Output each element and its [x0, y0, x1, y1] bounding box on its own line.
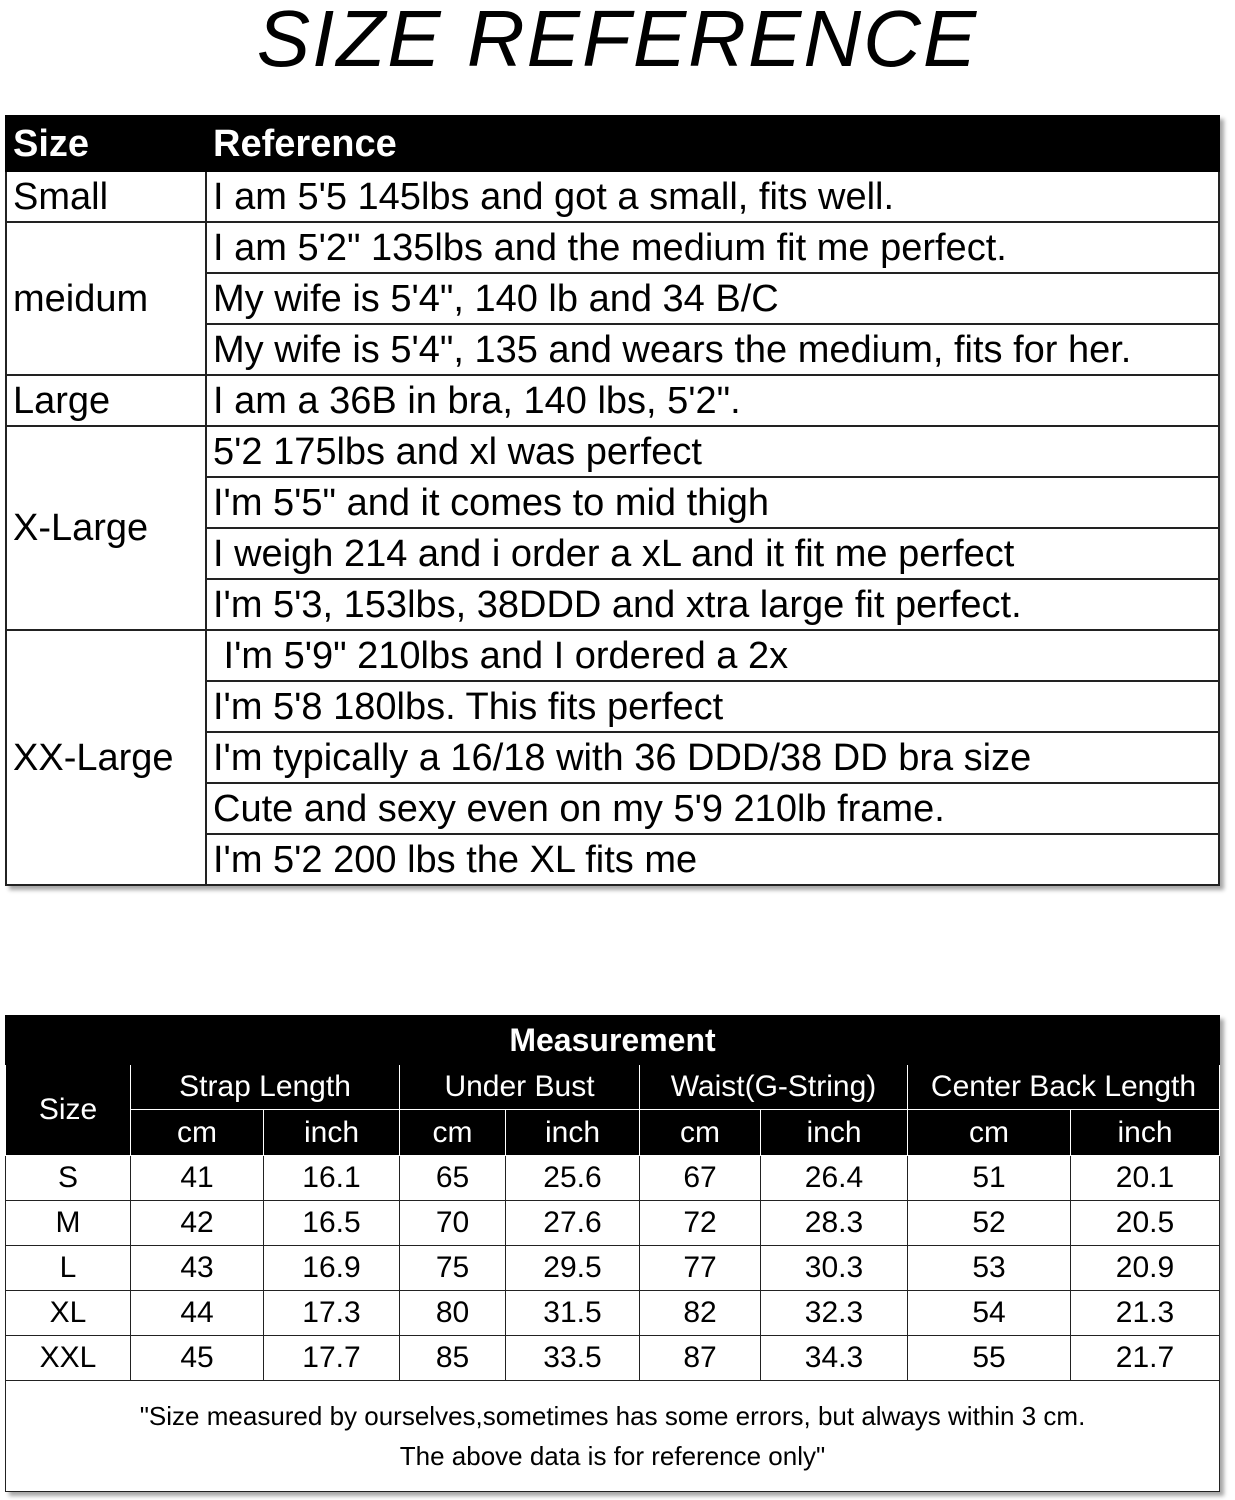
table-row — [6, 1246, 1220, 1291]
value-cell: 29.5 — [506, 1246, 640, 1291]
value-cell: 72 — [640, 1201, 761, 1246]
value-cell: 44 — [131, 1291, 264, 1336]
value-cell: 82 — [640, 1291, 761, 1336]
value-cell: 16.5 — [264, 1201, 400, 1246]
value-cell: 65 — [400, 1156, 506, 1201]
reference-cell: My wife is 5'4", 135 and wears the medium, fits for her. — [206, 324, 1219, 375]
value-cell: 20.5 — [1071, 1201, 1220, 1246]
size-cell: Small — [6, 171, 206, 222]
unit-header: cm — [908, 1110, 1071, 1156]
value-cell: 41 — [131, 1156, 264, 1201]
value-cell: 34.3 — [761, 1336, 908, 1381]
reference-cell: Cute and sexy even on my 5'9 210lb frame. — [206, 783, 1219, 834]
header-row — [6, 116, 1219, 171]
value-cell: 26.4 — [761, 1156, 908, 1201]
reference-cell: I'm 5'8 180lbs. This fits perfect — [206, 681, 1219, 732]
value-cell: 52 — [908, 1201, 1071, 1246]
value-cell: 75 — [400, 1246, 506, 1291]
value-cell: 16.1 — [264, 1156, 400, 1201]
reference-cell: My wife is 5'4", 140 lb and 34 B/C — [206, 273, 1219, 324]
value-cell: 21.7 — [1071, 1336, 1220, 1381]
reference-cell: I am a 36B in bra, 140 lbs, 5'2". — [206, 375, 1219, 426]
table-row — [6, 630, 1219, 681]
size-cell: Large — [6, 375, 206, 426]
table-row — [6, 222, 1219, 273]
value-cell: 70 — [400, 1201, 506, 1246]
table-row — [6, 1201, 1220, 1246]
unit-header: inch — [761, 1110, 908, 1156]
value-cell: 17.3 — [264, 1291, 400, 1336]
size-cell: XL — [6, 1291, 131, 1336]
table-row — [6, 375, 1219, 426]
size-cell: meidum — [6, 222, 206, 375]
unit-header: cm — [640, 1110, 761, 1156]
value-cell: 32.3 — [761, 1291, 908, 1336]
value-cell: 33.5 — [506, 1336, 640, 1381]
reference-cell: I am 5'2" 135lbs and the medium fit me perfect. — [206, 222, 1219, 273]
table-row — [6, 1156, 1220, 1201]
value-cell: 20.9 — [1071, 1246, 1220, 1291]
reference-cell: 5'2 175lbs and xl was perfect — [206, 426, 1219, 477]
value-cell: 51 — [908, 1156, 1071, 1201]
table-row — [6, 1336, 1220, 1381]
value-cell: 45 — [131, 1336, 264, 1381]
reference-header: Reference — [206, 116, 1219, 171]
measurement-title-row — [6, 1016, 1220, 1065]
table-row — [6, 171, 1219, 222]
value-cell: 80 — [400, 1291, 506, 1336]
size-reference-table — [5, 115, 1220, 886]
size-column-header: Size — [6, 1065, 131, 1156]
value-cell: 53 — [908, 1246, 1071, 1291]
value-cell: 43 — [131, 1246, 264, 1291]
note-row — [6, 1381, 1220, 1492]
size-cell: X-Large — [6, 426, 206, 630]
reference-cell: I weigh 214 and i order a xL and it fit me perfect — [206, 528, 1219, 579]
value-cell: 77 — [640, 1246, 761, 1291]
value-cell: 16.9 — [264, 1246, 400, 1291]
value-cell: 55 — [908, 1336, 1071, 1381]
size-cell: XX-Large — [6, 630, 206, 885]
value-cell: 42 — [131, 1201, 264, 1246]
size-cell: XXL — [6, 1336, 131, 1381]
reference-cell: I'm 5'2 200 lbs the XL fits me — [206, 834, 1219, 885]
reference-cell: I'm 5'3, 153lbs, 38DDD and xtra large fit perfect. — [206, 579, 1219, 630]
group-header-row — [6, 1065, 1220, 1110]
value-cell: 21.3 — [1071, 1291, 1220, 1336]
value-cell: 27.6 — [506, 1201, 640, 1246]
value-cell: 20.1 — [1071, 1156, 1220, 1201]
measurement-table — [5, 1015, 1220, 1492]
center-back-length-header: Center Back Length — [908, 1065, 1220, 1110]
unit-header: cm — [131, 1110, 264, 1156]
unit-header-row — [6, 1110, 1220, 1156]
waist-header: Waist(G-String) — [640, 1065, 908, 1110]
reference-cell: I'm 5'5" and it comes to mid thigh — [206, 477, 1219, 528]
value-cell: 31.5 — [506, 1291, 640, 1336]
size-cell: M — [6, 1201, 131, 1246]
value-cell: 17.7 — [264, 1336, 400, 1381]
value-cell: 30.3 — [761, 1246, 908, 1291]
value-cell: 25.6 — [506, 1156, 640, 1201]
value-cell: 67 — [640, 1156, 761, 1201]
unit-header: cm — [400, 1110, 506, 1156]
note-line: The above data is for reference only" — [399, 1441, 826, 1471]
measurement-title: Measurement — [6, 1016, 1220, 1065]
reference-cell: I am 5'5 145lbs and got a small, fits well. — [206, 171, 1219, 222]
note-line: "Size measured by ourselves,sometimes has some errors, but always within 3 cm. — [139, 1401, 1086, 1431]
page-title: SIZE REFERENCE — [256, 0, 979, 83]
value-cell: 28.3 — [761, 1201, 908, 1246]
reference-cell: I'm 5'9" 210lbs and I ordered a 2x — [206, 630, 1219, 681]
strap-length-header: Strap Length — [131, 1065, 400, 1110]
size-cell: L — [6, 1246, 131, 1291]
table-row — [6, 426, 1219, 477]
value-cell: 85 — [400, 1336, 506, 1381]
size-cell: S — [6, 1156, 131, 1201]
reference-cell: I'm typically a 16/18 with 36 DDD/38 DD bra size — [206, 732, 1219, 783]
unit-header: inch — [264, 1110, 400, 1156]
size-header: Size — [6, 116, 206, 171]
table-row — [6, 1291, 1220, 1336]
unit-header: inch — [1071, 1110, 1220, 1156]
under-bust-header: Under Bust — [400, 1065, 640, 1110]
value-cell: 54 — [908, 1291, 1071, 1336]
measurement-note — [6, 1381, 1220, 1492]
value-cell: 87 — [640, 1336, 761, 1381]
unit-header: inch — [506, 1110, 640, 1156]
